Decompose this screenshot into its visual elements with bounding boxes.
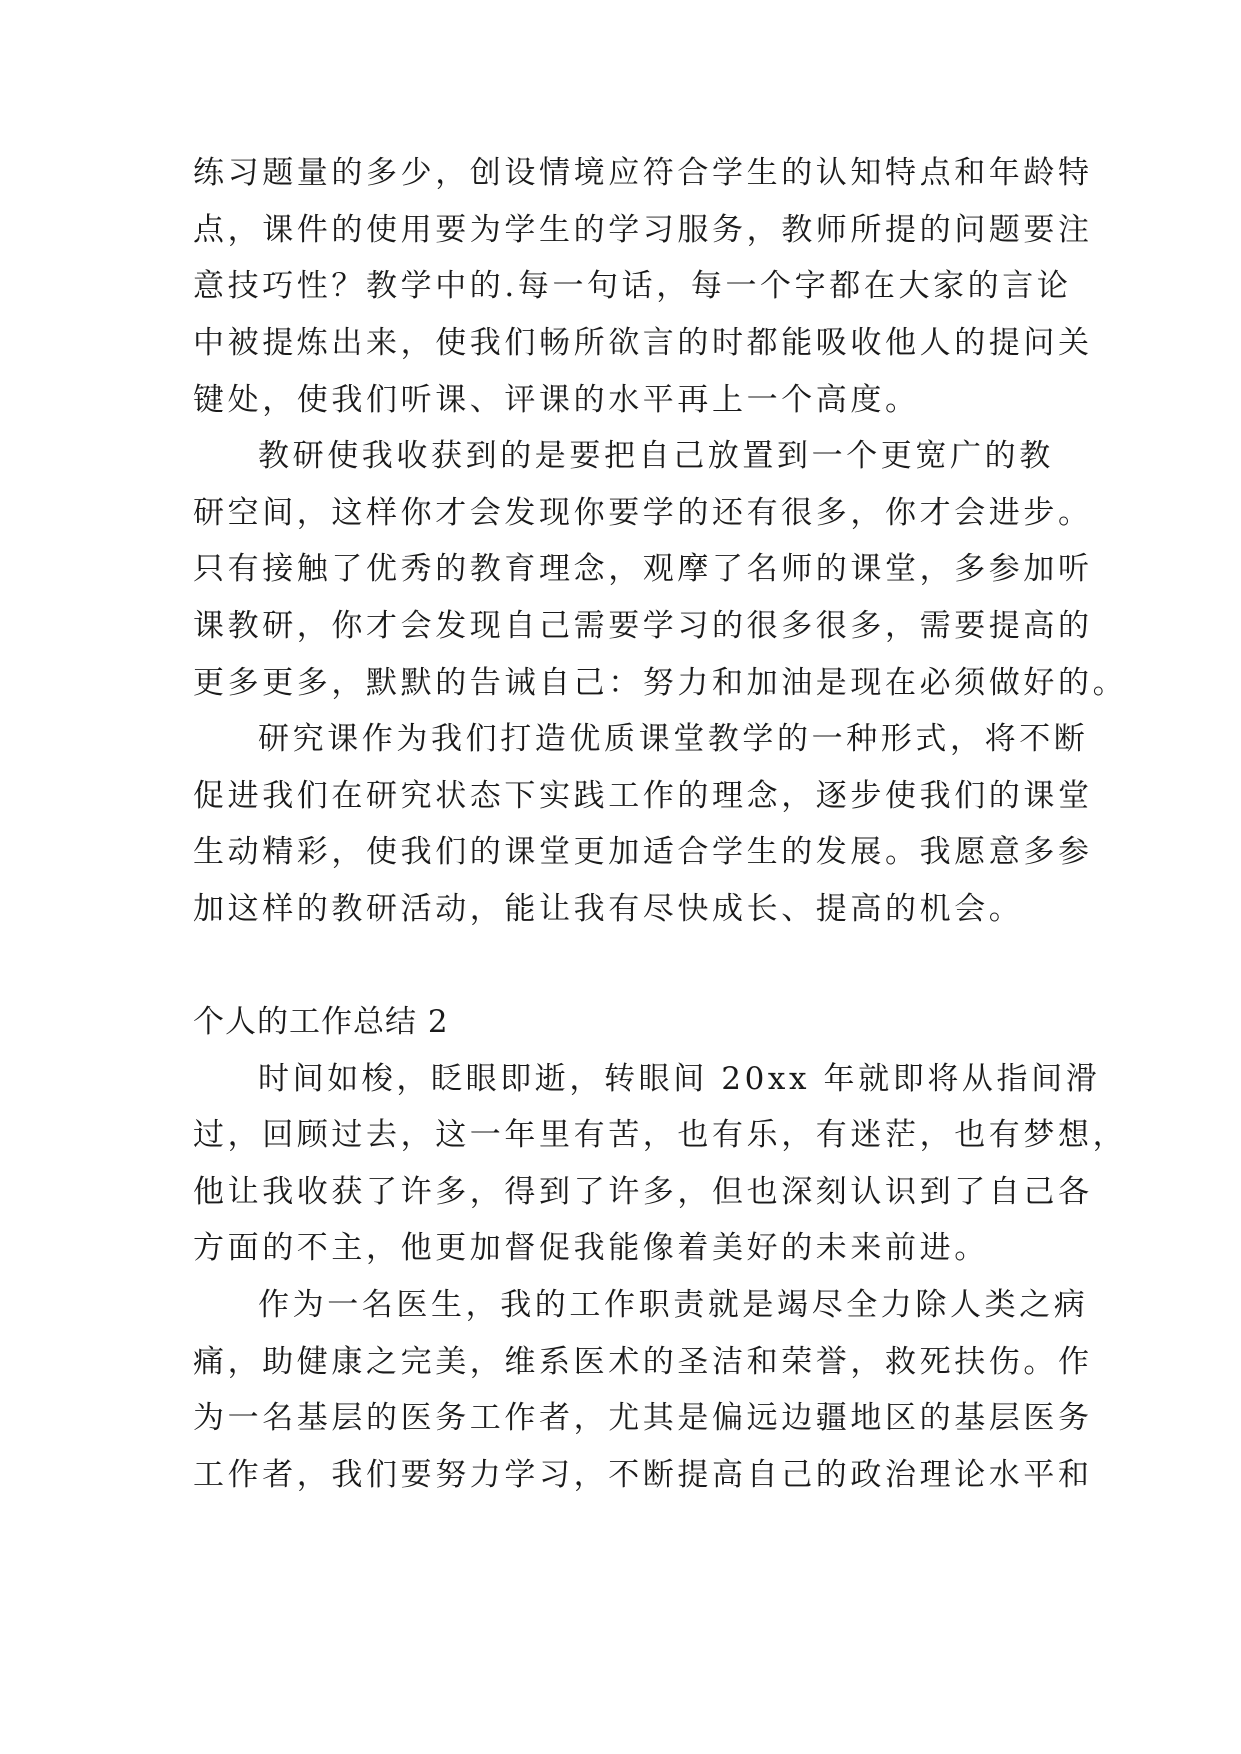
paragraph-line: 研究课作为我们打造优质课堂教学的一种形式，将不断 <box>258 721 1089 757</box>
paragraph-line: 中被提炼出来，使我们畅所欲言的时都能吸收他人的提问关 <box>193 325 1093 361</box>
paragraph-line: 生动精彩，使我们的课堂更加适合学生的发展。我愿意多参 <box>193 834 1093 870</box>
paragraph-line: 研空间，这样你才会发现你要学的还有很多，你才会进步。 <box>193 495 1093 531</box>
section-heading: 个人的工作总结 2 <box>193 1004 449 1040</box>
paragraph-line: 促进我们在研究状态下实践工作的理念，逐步使我们的课堂 <box>193 778 1093 814</box>
paragraph-line: 教研使我收获到的是要把自己放置到一个更宽广的教 <box>258 438 1054 474</box>
paragraph-line: 痛，助健康之完美，维系医术的圣洁和荣誉，救死扶伤。作 <box>193 1344 1093 1380</box>
paragraph-line: 点，课件的使用要为学生的学习服务，教师所提的问题要注 <box>193 212 1093 248</box>
paragraph-line: 更多更多，默默的告诫自己：努力和加油是现在必须做好的。 <box>193 665 1128 701</box>
paragraph-line: 过，回顾过去，这一年里有苦，也有乐，有迷茫，也有梦想， <box>193 1117 1128 1153</box>
paragraph-line: 工作者，我们要努力学习，不断提高自己的政治理论水平和 <box>193 1457 1093 1493</box>
paragraph-line: 为一名基层的医务工作者，尤其是偏远边疆地区的基层医务 <box>193 1400 1093 1436</box>
paragraph-line: 意技巧性？教学中的.每一句话，每一个字都在大家的言论 <box>193 268 1072 304</box>
paragraph-line: 练习题量的多少，创设情境应符合学生的认知特点和年龄特 <box>193 155 1093 191</box>
paragraph-line: 方面的不主，他更加督促我能像着美好的未来前进。 <box>193 1230 989 1266</box>
paragraph-line: 他让我收获了许多，得到了许多，但也深刻认识到了自己各 <box>193 1174 1093 1210</box>
paragraph-line: 课教研，你才会发现自己需要学习的很多很多，需要提高的 <box>193 608 1093 644</box>
paragraph-line: 加这样的教研活动，能让我有尽快成长、提高的机会。 <box>193 891 1024 927</box>
paragraph-line: 键处，使我们听课、评课的水平再上一个高度。 <box>193 382 920 418</box>
paragraph-line: 时间如梭，眨眼即逝，转眼间 20xx 年就即将从指间滑 <box>258 1061 1101 1097</box>
paragraph-line: 只有接触了优秀的教育理念，观摩了名师的课堂，多参加听 <box>193 551 1093 587</box>
paragraph-line: 作为一名医生，我的工作职责就是竭尽全力除人类之病 <box>258 1287 1089 1323</box>
